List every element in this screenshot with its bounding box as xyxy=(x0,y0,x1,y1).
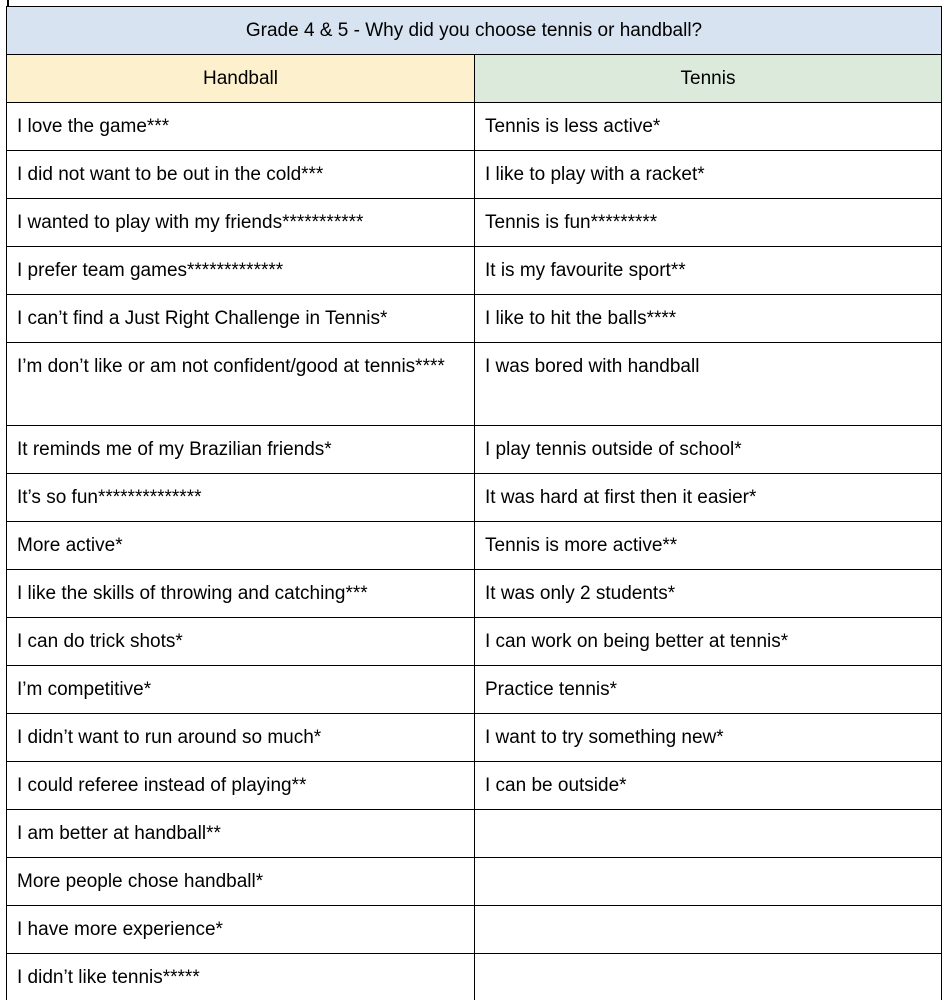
table-row xyxy=(7,906,942,954)
table-row xyxy=(7,247,942,295)
handball-reason-cell[interactable]: I am better at handball** xyxy=(7,810,475,858)
tennis-reason-cell[interactable]: It was only 2 students* xyxy=(475,570,942,618)
tennis-reason-cell[interactable] xyxy=(475,906,942,954)
table-row xyxy=(7,618,942,666)
header-row xyxy=(7,55,942,103)
handball-reason-cell[interactable]: It’s so fun************** xyxy=(7,474,475,522)
table-row xyxy=(7,426,942,474)
handball-reason-cell[interactable]: I prefer team games************* xyxy=(7,247,475,295)
table-row xyxy=(7,666,942,714)
handball-reason-cell[interactable]: More people chose handball* xyxy=(7,858,475,906)
handball-reason-cell[interactable]: I’m don’t like or am not confident/good at tennis**** xyxy=(7,343,475,426)
table-row xyxy=(7,103,942,151)
tennis-reason-cell[interactable]: I can be outside* xyxy=(475,762,942,810)
table-row xyxy=(7,570,942,618)
tennis-reason-cell[interactable]: It was hard at first then it easier* xyxy=(475,474,942,522)
column-header-handball[interactable]: Handball xyxy=(7,55,475,103)
tennis-reason-cell[interactable]: It is my favourite sport** xyxy=(475,247,942,295)
handball-reason-cell[interactable]: I love the game*** xyxy=(7,103,475,151)
handball-reason-cell[interactable]: I wanted to play with my friends*********** xyxy=(7,199,475,247)
table-row xyxy=(7,199,942,247)
table-row xyxy=(7,858,942,906)
table-row xyxy=(7,762,942,810)
tennis-reason-cell[interactable]: I can work on being better at tennis* xyxy=(475,618,942,666)
tennis-reason-cell[interactable]: Practice tennis* xyxy=(475,666,942,714)
table-row xyxy=(7,810,942,858)
table-row xyxy=(7,954,942,1000)
column-header-tennis[interactable]: Tennis xyxy=(475,55,942,103)
tennis-reason-cell[interactable]: I was bored with handball xyxy=(475,343,942,426)
handball-reason-cell[interactable]: I have more experience* xyxy=(7,906,475,954)
handball-reason-cell[interactable]: I could referee instead of playing** xyxy=(7,762,475,810)
handball-reason-cell[interactable]: I can’t find a Just Right Challenge in Tennis* xyxy=(7,295,475,343)
handball-reason-cell[interactable]: I didn’t like tennis***** xyxy=(7,954,475,1000)
table-row xyxy=(7,151,942,199)
tennis-reason-cell[interactable]: Tennis is fun********* xyxy=(475,199,942,247)
table-row xyxy=(7,343,942,426)
title-row xyxy=(7,7,942,55)
table-row xyxy=(7,295,942,343)
table-row xyxy=(7,714,942,762)
handball-reason-cell[interactable]: It reminds me of my Brazilian friends* xyxy=(7,426,475,474)
tennis-reason-cell[interactable]: Tennis is more active** xyxy=(475,522,942,570)
tennis-reason-cell[interactable] xyxy=(475,810,942,858)
handball-reason-cell[interactable]: I did not want to be out in the cold*** xyxy=(7,151,475,199)
survey-table xyxy=(6,6,942,1000)
handball-reason-cell[interactable]: More active* xyxy=(7,522,475,570)
table-title[interactable]: Grade 4 & 5 - Why did you choose tennis or handball? xyxy=(7,7,942,55)
table-row xyxy=(7,522,942,570)
handball-reason-cell[interactable]: I’m competitive* xyxy=(7,666,475,714)
tennis-reason-cell[interactable]: I like to play with a racket* xyxy=(475,151,942,199)
tennis-reason-cell[interactable]: I play tennis outside of school* xyxy=(475,426,942,474)
handball-reason-cell[interactable]: I like the skills of throwing and catching*** xyxy=(7,570,475,618)
tennis-reason-cell[interactable]: I want to try something new* xyxy=(475,714,942,762)
handball-reason-cell[interactable]: I didn’t want to run around so much* xyxy=(7,714,475,762)
tennis-reason-cell[interactable]: Tennis is less active* xyxy=(475,103,942,151)
handball-reason-cell[interactable]: I can do trick shots* xyxy=(7,618,475,666)
tennis-reason-cell[interactable] xyxy=(475,954,942,1000)
tennis-reason-cell[interactable]: I like to hit the balls**** xyxy=(475,295,942,343)
table-row xyxy=(7,474,942,522)
tennis-reason-cell[interactable] xyxy=(475,858,942,906)
